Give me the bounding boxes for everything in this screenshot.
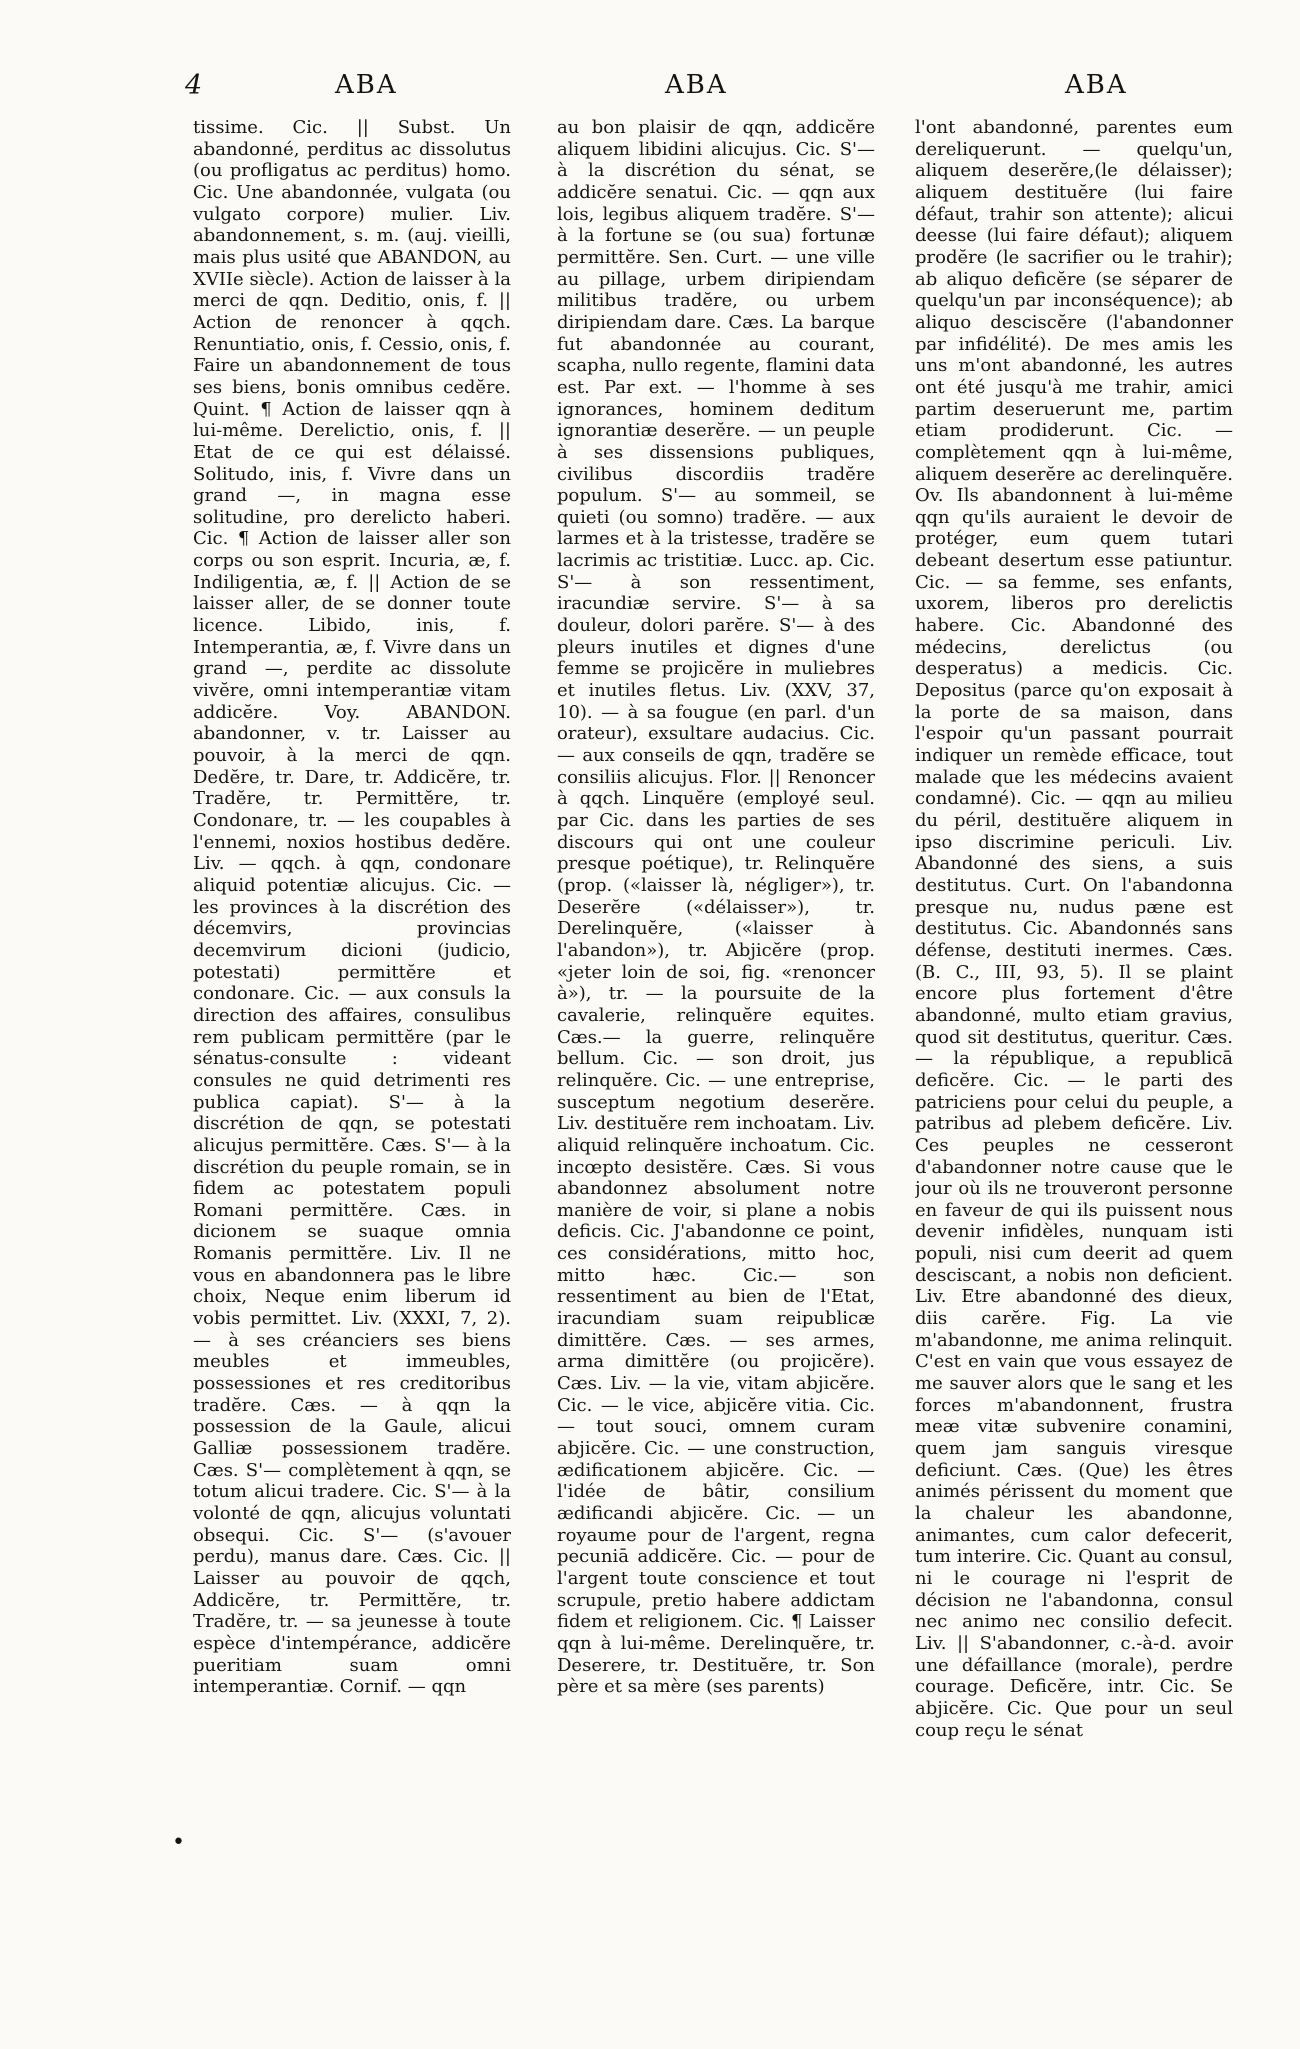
running-headword-center: ABA xyxy=(665,70,728,100)
page-number: 4 xyxy=(185,70,203,101)
running-headword-right: ABA xyxy=(1065,70,1128,100)
page-header xyxy=(0,70,1300,110)
column-2-text: au bon plaisir de qqn, addicĕre aliquem libidini alicujus. Cic. S'— à la discrétion du sénat, se addicĕre senatui. Cic. — qqn aux lois, legibus aliquem tradĕre. S'— à la fortune se (ou sua) fortunæ permittĕre. Sen. Curt. — une ville au pillage, urbem diripiendam militibus tradĕre, ou urbem diripiendam dare. Cæs. La barque fut abandonnée au courant, scapha, nullo regente, flamini data est. Par ext. — l'homme à ses ignorances, hominem deditum ignorantiæ deserĕre. — un peuple à ses dissensions publiques, civilibus discordiis tradĕre populum. S'— au sommeil, se quieti (ou somno) tradĕre. — aux larmes et à la tristesse, tradĕre se lacrimis ac tristitiæ. Lucc. ap. Cic. S'— à son ressentiment, iracundiæ servire. S'— à sa douleur, dolori parĕre. S'— à des pleurs inutiles et dignes d'une femme se projicĕre in muliebres et inutiles fletus. Liv. (XXV, 37, 10). — à sa fougue (en parl. d'un orateur), exsultare audacius. Cic. — aux conseils de qqn, tradĕre se consiliis alicujus. Flor. || Renoncer à qqch. Linquĕre (employé seul. par Cic. dans les parties de ses discours qui ont une couleur presque poétique), tr. Relinquĕre (prop. («laisser là, négliger»), tr. Deserĕre («délaisser»), tr. Derelinquĕre, («laisser à l'abandon»), tr. Abjicĕre (prop. «jeter loin de soi, fig. «renoncer à»), tr. — la poursuite de la cavalerie, relinquĕre equites. Cæs.— la guerre, relinquĕre bellum. Cic. — son droit, jus relinquĕre. Cic. — une entreprise, susceptum negotium deserĕre. Liv. destituĕre rem inchoatam. Liv. aliquid relinquĕre inchoatum. Cic. incœpto desistĕre. Cæs. Si vous abandonnez absolument notre manière de voir, si plane a nobis deficis. Cic. J'abandonne ce point, ces considérations, mitto hoc, mitto hæc. Cic.— son ressentiment au bien de l'Etat, iracundiam suam reipublicæ dimittĕre. Cæs. — ses armes, arma dimittĕre (ou projicĕre). Cæs. Liv. — la vie, vitam abjicĕre. Cic. — le vice, abjicĕre vitia. Cic. — tout souci, omnem curam abjicĕre. Cic. — une construction, ædificationem abjicĕre. Cic. — l'idée de bâtir, consilium ædificandi abjicĕre. Cic. — un royaume pour de l'argent, regna pecuniā addicĕre. Cic. — pour de l'argent toute conscience et tout scrupule, pretio habere addictam fidem et religionem. Cic. ¶ Laisser qqn à lui-même. Derelinquĕre, tr. Deserere, tr. Destituĕre, tr. Son père et sa mère (ses parents) xyxy=(557,117,875,1698)
dictionary-column-1 xyxy=(193,117,511,1857)
dictionary-column-2 xyxy=(557,117,875,1857)
margin-mark: • xyxy=(172,1830,185,1855)
column-1-text: tissime. Cic. || Subst. Un abandonné, perditus ac dissolutus (ou profligatus ac perditus) homo. Cic. Une abandonnée, vulgata (ou vulgato corpore) mulier. Liv. abandonnement, s. m. (auj. vieilli, mais plus usité que ABANDON, au XVIIe siècle). Action de laisser à la merci de qqn. Deditio, onis, f. || Action de renoncer à qqch. Renuntiatio, onis, f. Cessio, onis, f. Faire un abandonnement de tous ses biens, bonis omnibus cedĕre. Quint. ¶ Action de laisser qqn à lui-même. Derelictio, onis, f. || Etat de ce qui est délaissé. Solitudo, inis, f. Vivre dans un grand —, in magna esse solitudine, pro derelicto haberi. Cic. ¶ Action de laisser aller son corps ou son esprit. Incuria, æ, f. Indiligentia, æ, f. || Action de se laisser aller, de se donner toute licence. Libido, inis, f. Intemperantia, æ, f. Vivre dans un grand —, perdite ac dissolute vivĕre, omni intemperantiæ vitam addicĕre. Voy. ABANDON. abandonner, v. tr. Laisser au pouvoir, à la merci de qqn. Dedĕre, tr. Dare, tr. Addicĕre, tr. Tradĕre, tr. Permittĕre, tr. Condonare, tr. — les coupables à l'ennemi, noxios hostibus dedĕre. Liv. — qqch. à qqn, condonare aliquid potentiæ alicujus. Cic. — les provinces à la discrétion des décemvirs, provincias decemvirum dicioni (judicio, potestati) permittĕre et condonare. Cic. — aux consuls la direction des affaires, consulibus rem publicam permittĕre (par le sénatus-consulte : videant consules ne quid detrimenti res publica capiat). S'— à la discrétion de qqn, se potestati alicujus permittĕre. Cæs. S'— à la discrétion du peuple romain, se in fidem ac potestatem populi Romani permittĕre. Cæs. in dicionem se suaque omnia Romanis permittĕre. Liv. Il ne vous en abandonnera pas le libre choix, Neque enim liberum id vobis permittet. Liv. (XXXI, 7, 2). — à ses créanciers ses biens meubles et immeubles, possessiones et res creditoribus tradĕre. Cæs. — à qqn la possession de la Gaule, alicui Galliæ possessionem tradĕre. Cæs. S'— complètement à qqn, se totum alicui tradere. Cic. S'— à la volonté de qqn, alicujus voluntati obsequi. Cic. S'— (s'avouer perdu), manus dare. Cæs. Cic. || Laisser au pouvoir de qqch, Addicĕre, tr. Permittĕre, tr. Tradĕre, tr. — sa jeunesse à toute espèce d'intempérance, addicĕre pueritiam suam omni intemperantiæ. Cornif. — qqn xyxy=(193,117,511,1698)
running-headword-left: ABA xyxy=(335,70,398,100)
dictionary-column-3 xyxy=(915,117,1233,1857)
column-3-text: l'ont abandonné, parentes eum dereliquerunt. — quelqu'un, aliquem deserĕre,(le délaisser); aliquem destituĕre (lui faire défaut, trahir son attente); alicui deesse (lui faire défaut); aliquem prodĕre (le sacrifier ou le trahir); ab aliquo deficĕre (se séparer de quelqu'un par inconséquence); ab aliquo desciscĕre (l'abandonner par infidélité). De mes amis les uns m'ont abandonné, les autres ont été jusqu'à me trahir, amici partim deseruerunt me, partim etiam prodiderunt. Cic. — complètement qqn à lui-même, aliquem deserĕre ac derelinquĕre. Ov. Ils abandonnent à lui-même qqn qu'ils auraient le devoir de protéger, eum quem tutari debeant desertum esse patiuntur. Cic. — sa femme, ses enfants, uxorem, liberos pro derelictis habere. Cic. Abandonné des médecins, derelictus (ou desperatus) a medicis. Cic. Depositus (parce qu'on exposait à la porte de sa maison, dans l'espoir qu'un passant pourrait indiquer un remède efficace, tout malade que les médecins avaient condamné). Cic. — qqn au milieu du péril, destituĕre aliquem in ipso discrimine periculi. Liv. Abandonné des siens, a suis destitutus. Curt. On l'abandonna presque nu, nudus pæne est destitutus. Cic. Abandonnés sans défense, destituti inermes. Cæs. (B. C., III, 93, 5). Il se plaint encore plus fortement d'être abandonné, multo etiam gravius, quod sit destitutus, queritur. Cæs. — la république, a republicā deficĕre. Cic. — le parti des patriciens pour celui du peuple, a patribus ad plebem deficĕre. Liv. Ces peuples ne cesseront d'abandonner notre cause que le jour où ils ne trouveront personne en faveur de qui ils puissent nous devenir infidèles, nunquam isti populi, nisi cum deerit ad quem desciscant, a nobis non deficient. Liv. Etre abandonné des dieux, diis carĕre. Fig. La vie m'abandonne, me anima relinquit. C'est en vain que vous essayez de me sauver alors que le sang et les forces m'abandonnent, frustra meæ vitæ subvenire conamini, quem jam sanguis viresque deficiunt. Cæs. (Que) les êtres animés périssent du moment que la chaleur les abandonne, animantes, cum calor defecerit, tum interire. Cic. Quant au consul, ni le courage ni l'esprit de décision ne l'abandonna, consul nec animo nec consilio defecit. Liv. || S'abandonner, c.-à-d. avoir une défaillance (morale), perdre courage. Deficĕre, intr. Cic. Se abjicĕre. Cic. Que pour un seul coup reçu le sénat xyxy=(915,117,1233,1741)
